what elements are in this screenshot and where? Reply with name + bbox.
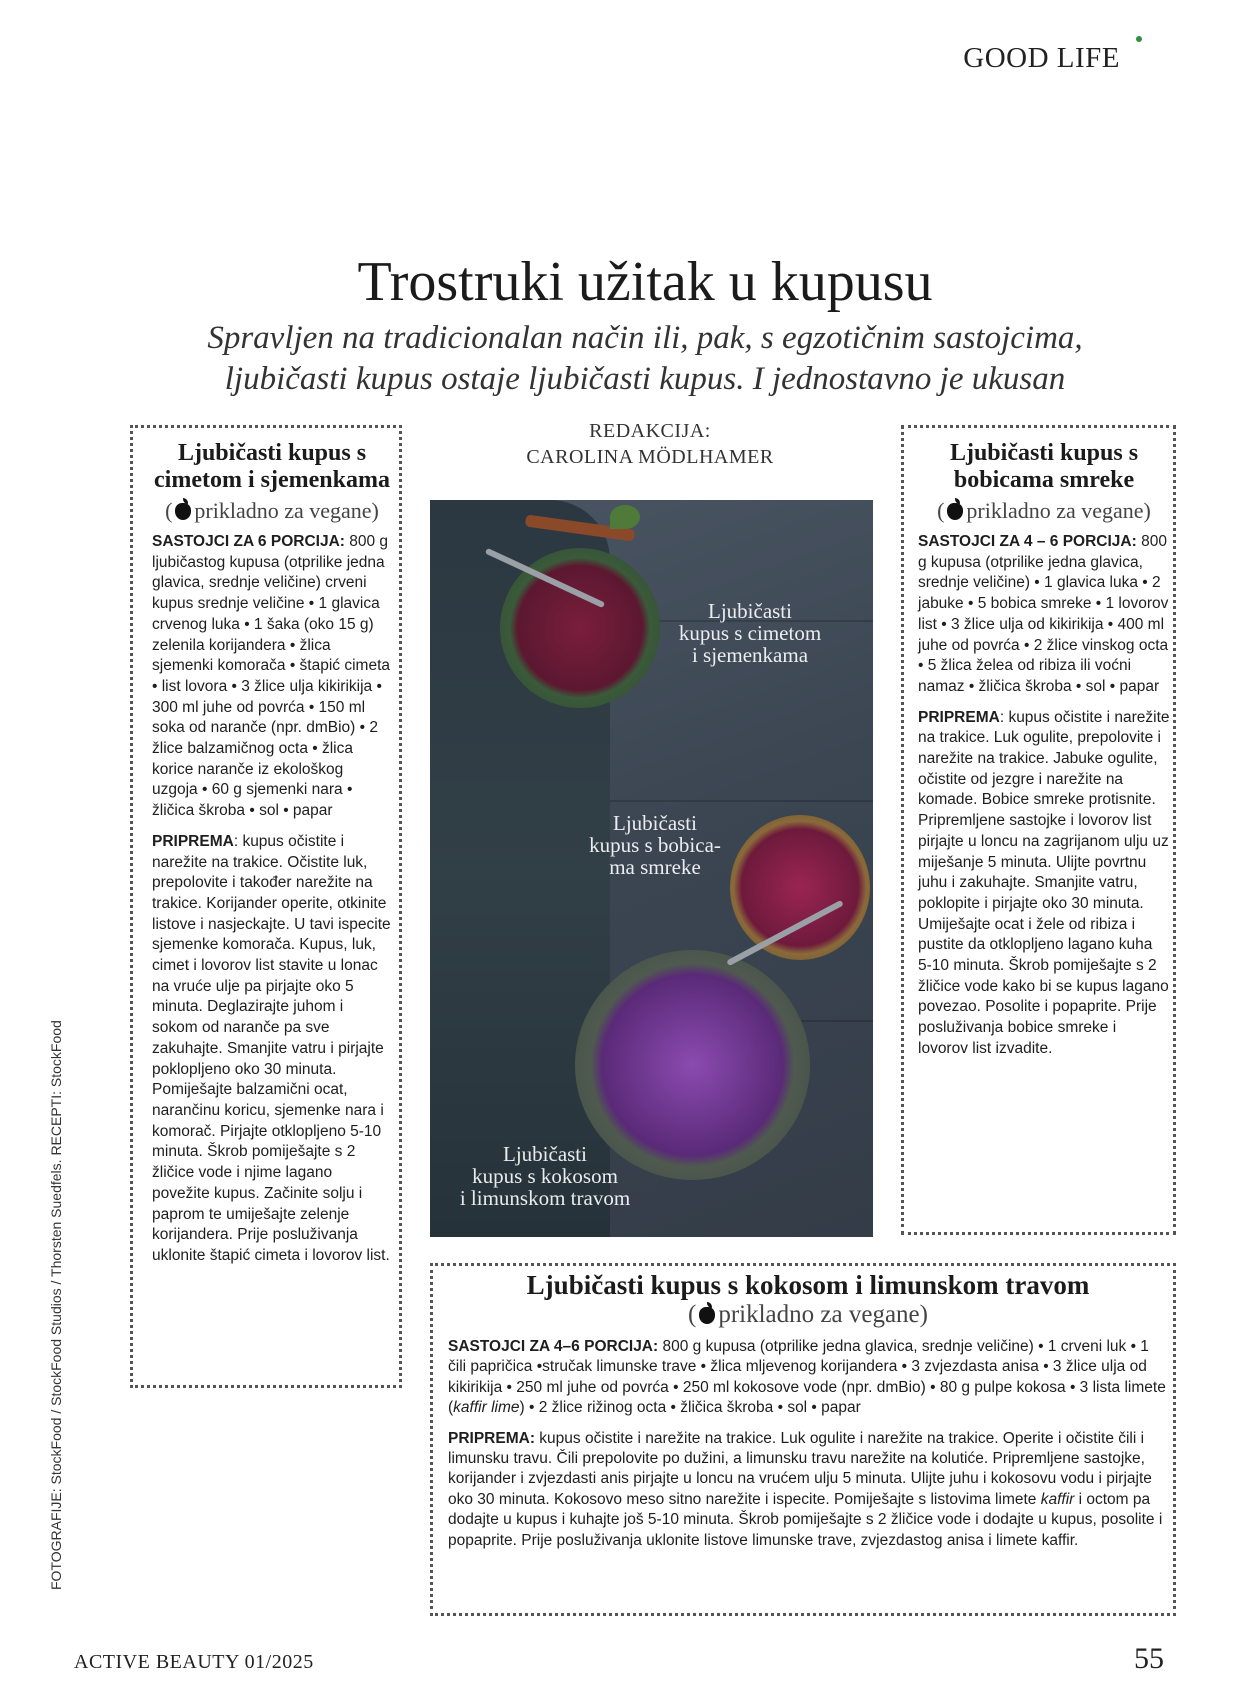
method-paragraph (152, 832, 392, 1267)
accent-dot (1136, 36, 1142, 42)
vegan-note (448, 1301, 1168, 1329)
food-photo (430, 500, 873, 1237)
ingredients-label: SASTOJCI ZA 4 – 6 PORCIJA: (918, 533, 1137, 550)
apple-icon (947, 503, 963, 520)
ingredients-paragraph (448, 1337, 1168, 1419)
section-label: GOOD LIFE (963, 42, 1120, 74)
editor-name: CAROLINA MÖDLHAMER (526, 446, 774, 468)
photo-label-2-line-2: kupus s bobica- (589, 833, 721, 857)
recipe-right-title-line-1: Ljubičasti kupus s (949, 440, 1139, 466)
vegan-paren: ( (165, 498, 173, 523)
coriander-leaf (610, 505, 640, 529)
vegan-note (918, 498, 1170, 524)
method-label: PRIPREMA (918, 708, 1000, 726)
photo-label-2 (570, 812, 740, 878)
recipe-bottom (448, 1270, 1168, 1551)
method-paragraph (918, 708, 1170, 1060)
ingredients-list-b: ) • 2 žlice rižinog octa • žličica škroba • sol • papar (519, 1399, 861, 1417)
bowl-cinnamon-cabbage (500, 548, 660, 708)
vegan-text: prikladno za vegane) (966, 498, 1151, 523)
article-title: Trostruki užitak u kupusu (357, 251, 933, 313)
photo-label-3 (440, 1143, 650, 1209)
bowl-juniper-cabbage (730, 815, 870, 960)
method-paragraph (448, 1429, 1168, 1551)
recipe-left (152, 440, 392, 1267)
ingredients-list-a: 800 g kupusa (otprilike jedna glavica, srednje veličine) • 1 crveni luk • 1 čili papričica •stručak limunske trave • žlica mljevenog korijandera • 3 zvjezdasta anisa • 3 žlice ulja od kikirikija • 250 ml juhe od povrća • 250 ml kokosove vode (npr. dmBio) • 80 g pulpe kokosa • 3 lista limete ( (448, 1338, 1166, 1417)
method-text: : kupus očistite i narežite na trakice. Luk ogulite, prepolovite i narežite na trakice. Jabuke ogulite, očistite od jezgre i narežite na komade. Bobice smreke protisnite. Pripremljene sastojke i lovorov list pirjajte u loncu na zagrijanom ulju uz miješanje 5 minuta. Ulijte povrtnu juhu i zakuhajte. Smanjite vatru, poklopite i pirjajte oko 30 minuta. Umiješajte ocat i žele od ribiza i pustite da otklopljeno lagano kuha 5-10 minuta. Škrob pomiješajte s 2 žličice vode kako bi se kupus lagano povezao. Posolite i popaprite. Prije posluživanja bobice smreke i lovorov list izvadite. (918, 708, 1170, 1057)
recipe-left-title-line-1: Ljubičasti kupus s (177, 440, 367, 466)
ingredients-paragraph (152, 532, 392, 822)
recipe-bottom-title: Ljubičasti kupus s kokosom i limunskom travom (526, 1270, 1090, 1300)
vegan-paren: ( (688, 1301, 697, 1328)
photo-label-1 (660, 600, 840, 666)
method-text: : kupus očistite i narežite na trakice. Očistite luk, prepolovite i također narežite na trakice. Korijander operite, otkinite listove i nasjeckajte. U tavi ispecite sjemenke komorača. Kupus, luk, cimet i lovorov list stavite u lonac na vruće ulje pa pirjajte oko 5 minuta. Deglazirajte juhom i sokom od naranče pa sve zakuhajte. Smanjite vatru i pirjajte poklopljeno oko 30 minuta. Pomiješajte balzamični ocat, narančinu koricu, sjemenke nara i komorač. Pirjajte otklopljeno 5-10 minuta. Škrob pomiješajte s 2 žličice vode i njime lagano povežite kupus. Začinite solju i paprom te umiješajte zelenje korijandera. Prije posluživanja uklonite štapić cimeta i lovorov list. (152, 832, 391, 1264)
recipe-right-title-line-2: bobicama smreke (953, 467, 1135, 493)
photo-label-3-line-3: i limunskom travom (459, 1186, 631, 1210)
photo-credit: FOTOGRAFIJE: StockFood / StockFood Studios / Thorsten Suedfels. RECEPTI: StockFood (48, 1020, 64, 1590)
method-text-b: i octom pa dodajte u kupus i kuhajte još 5-10 minuta. Škrob pomiješajte s 2 žličice vode i dodajte u kupus, posolite i popaprite. Prije posluživanja uklonite listove limunske trave, zvjezdastog anisa i limete kaffir. (448, 1490, 1163, 1549)
ingredients-italic: kaffir lime (453, 1399, 520, 1417)
method-text-a: kupus očistite i narežite na trakice. Luk ogulite i narežite na trakice. Operite i očistite čili i limunsku travu. Čili prepolovite po dužini, a limunsku travu narežite na kolutiće. Pripremljene sastojke, korijander i zvjezdasti anis pirjajte u loncu na vrućem ulju 5 minuta. Ulijte juhu i kokosovu vodu i pirjajte oko 30 minuta. Kokosovo meso sitno narežite i ispecite. Pomiješajte s listovima limete (448, 1429, 1152, 1508)
recipe-left-title (152, 440, 392, 494)
photo-label-2-line-1: Ljubičasti (613, 811, 697, 835)
ingredients-label: SASTOJCI ZA 6 PORCIJA: (152, 533, 345, 550)
apple-icon (175, 503, 191, 520)
subtitle-line-1: Spravljen na tradicionalan način ili, pak, s egzotičnim sastojcima, (207, 320, 1083, 356)
method-label: PRIPREMA: (448, 1429, 535, 1447)
vegan-paren: ( (937, 498, 945, 523)
ingredients-list: 800 g kupusa (otprilike jedna glavica, srednje veličine) • 1 glavica luka • 2 jabuke • 5 bobica smreke • 1 lovorov list • 3 žlice ulja od kikirikija • 400 ml juhe od povrća • 2 žlice vinskog octa • 5 žlica želea od ribiza ili voćni namaz • žličica škroba • sol • papar (918, 533, 1169, 695)
subtitle-line-2: ljubičasti kupus ostaje ljubičasti kupus. I jednostavno je ukusan (224, 361, 1066, 397)
page-number: 55 (1134, 1642, 1164, 1675)
recipe-right-title (918, 440, 1170, 494)
method-italic: kaffir (1040, 1490, 1075, 1508)
photo-label-1-line-2: kupus s cimetom (678, 621, 822, 645)
photo-label-1-line-1: Ljubičasti (708, 599, 792, 623)
vegan-text: prikladno za vegane) (194, 498, 379, 523)
photo-label-1-line-3: i sjemenkama (691, 643, 809, 667)
apple-icon (699, 1307, 715, 1324)
vegan-note (152, 498, 392, 524)
recipe-left-body (152, 532, 392, 1267)
ingredients-list: 800 g ljubičastog kupusa (otprilike jedna glavica, srednje veličine) crveni kupus srednje veličine • 1 glavica crvenog luka • 1 šaka (oko 15 g) zelenila korijandera • žlica sjemenki komorača • štapić cimeta • list lovora • 3 žlice ulja kikirikija • 300 ml juhe od povrća • 150 ml soka od naranče (npr. dmBio) • 2 žlice balzamičnog octa • žlica korice naranče iz ekološkog uzgoja • 60 g sjemenki nara • žličica škroba • sol • papar (152, 533, 391, 820)
photo-label-2-line-3: ma smreke (609, 855, 701, 879)
method-label: PRIPREMA (152, 832, 234, 850)
recipe-bottom-body (448, 1337, 1168, 1551)
recipe-left-title-line-2: cimetom i sjemenkama (154, 467, 390, 493)
vegan-text: prikladno za vegane) (718, 1301, 928, 1328)
magazine-issue: ACTIVE BEAUTY 01/2025 (74, 1651, 314, 1673)
recipe-right (918, 440, 1170, 1060)
editor-label: REDAKCIJA: (589, 420, 711, 442)
article-subtitle (0, 318, 1250, 400)
photo-label-3-line-1: Ljubičasti (503, 1142, 587, 1166)
ingredients-paragraph (918, 532, 1170, 698)
photo-label-3-line-2: kupus s kokosom (472, 1164, 618, 1188)
recipe-right-body (918, 532, 1170, 1060)
ingredients-label: SASTOJCI ZA 4–6 PORCIJA: (448, 1338, 659, 1355)
